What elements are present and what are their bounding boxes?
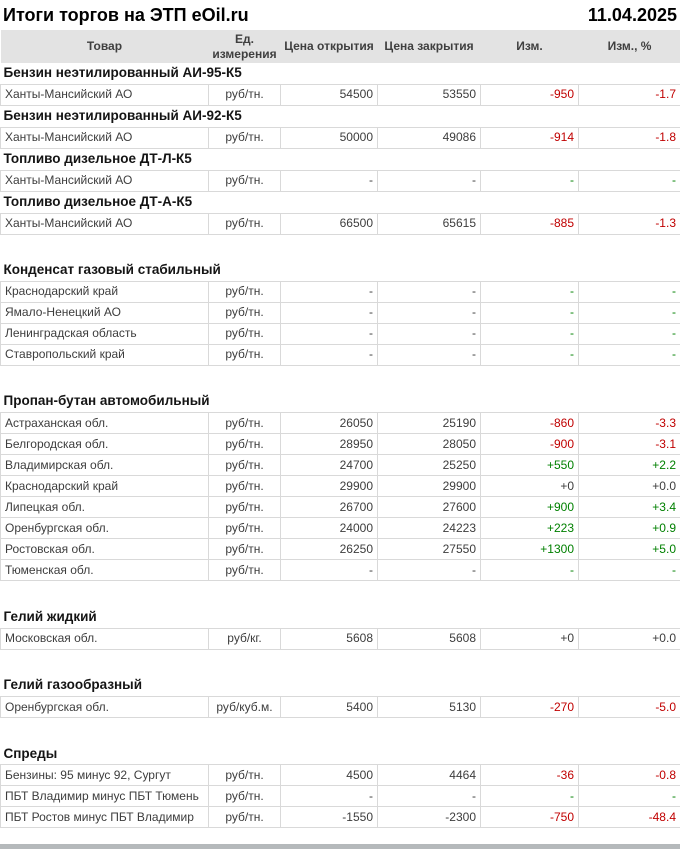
- change-cell: -36: [481, 765, 579, 786]
- change-pct-cell: -: [579, 323, 680, 344]
- open-price-cell: -: [281, 344, 378, 365]
- open-price-cell: -: [281, 786, 378, 807]
- open-price-cell: 26050: [281, 413, 378, 434]
- change-pct-cell: -5.0: [579, 697, 680, 718]
- change-cell: -885: [481, 213, 579, 234]
- table-row: [1, 539, 680, 560]
- change-cell: -860: [481, 413, 579, 434]
- change-pct-cell: +3.4: [579, 497, 680, 518]
- product-cell: Ямало-Ненецкий АО: [1, 302, 209, 323]
- section-header-row: [1, 391, 680, 412]
- product-cell: ПБТ Владимир минус ПБТ Тюмень: [1, 786, 209, 807]
- change-pct-cell: -48.4: [579, 807, 680, 828]
- close-price-cell: 29900: [378, 476, 481, 497]
- change-pct-cell: -: [579, 302, 680, 323]
- open-price-cell: 28950: [281, 434, 378, 455]
- unit-cell: руб/тн.: [209, 807, 281, 828]
- product-cell: Оренбургская обл.: [1, 518, 209, 539]
- table-row: [1, 697, 680, 718]
- open-price-cell: 24700: [281, 455, 378, 476]
- open-price-cell: 54500: [281, 84, 378, 105]
- unit-cell: руб/тн.: [209, 560, 281, 581]
- table-row: [1, 476, 680, 497]
- change-cell: -270: [481, 697, 579, 718]
- change-cell: -: [481, 170, 579, 191]
- unit-cell: руб/куб.м.: [209, 697, 281, 718]
- change-pct-cell: -: [579, 560, 680, 581]
- close-price-cell: 65615: [378, 213, 481, 234]
- product-cell: Краснодарский край: [1, 476, 209, 497]
- unit-cell: руб/тн.: [209, 539, 281, 560]
- close-price-cell: 27600: [378, 497, 481, 518]
- bottom-scrollbar[interactable]: [0, 844, 680, 849]
- close-price-cell: 28050: [378, 434, 481, 455]
- close-price-cell: 4464: [378, 765, 481, 786]
- close-price-cell: 5130: [378, 697, 481, 718]
- unit-cell: руб/кг.: [209, 628, 281, 649]
- section-header-row: [1, 148, 680, 170]
- open-price-cell: 26700: [281, 497, 378, 518]
- open-price-cell: 29900: [281, 476, 378, 497]
- spacer-row: [1, 649, 680, 675]
- change-pct-cell: +5.0: [579, 539, 680, 560]
- table-row: [1, 413, 680, 434]
- table-row: [1, 170, 680, 191]
- product-cell: Ханты-Мансийский АО: [1, 84, 209, 105]
- change-cell: -: [481, 302, 579, 323]
- page-title: Итоги торгов на ЭТП eOil.ru: [3, 4, 249, 25]
- change-cell: -: [481, 786, 579, 807]
- close-price-cell: 53550: [378, 84, 481, 105]
- change-cell: -: [481, 281, 579, 302]
- section-title: Конденсат газовый стабильный: [3, 262, 221, 277]
- table-row: [1, 213, 680, 234]
- table-row: [1, 281, 680, 302]
- open-price-cell: 66500: [281, 213, 378, 234]
- open-price-cell: 5608: [281, 628, 378, 649]
- section-header-row: [1, 744, 680, 765]
- close-price-cell: -: [378, 344, 481, 365]
- unit-cell: руб/тн.: [209, 170, 281, 191]
- close-price-cell: 27550: [378, 539, 481, 560]
- unit-cell: руб/тн.: [209, 213, 281, 234]
- close-price-cell: 5608: [378, 628, 481, 649]
- column-header-product: Товар: [1, 30, 209, 63]
- change-pct-cell: -: [579, 281, 680, 302]
- unit-cell: руб/тн.: [209, 765, 281, 786]
- open-price-cell: -1550: [281, 807, 378, 828]
- change-cell: -750: [481, 807, 579, 828]
- section-header-row: [1, 105, 680, 127]
- section-title: Гелий газообразный: [3, 677, 143, 693]
- change-cell: +1300: [481, 539, 579, 560]
- close-price-cell: -: [378, 302, 481, 323]
- close-price-cell: -: [378, 786, 481, 807]
- change-pct-cell: -1.7: [579, 84, 680, 105]
- spacer-row: [1, 581, 680, 607]
- product-cell: Бензины: 95 минус 92, Сургут: [1, 765, 209, 786]
- table-row: [1, 497, 680, 518]
- open-price-cell: 5400: [281, 697, 378, 718]
- column-header-unit: Ед. измерения: [209, 30, 281, 63]
- change-pct-cell: -: [579, 786, 680, 807]
- product-cell: Астраханская обл.: [1, 413, 209, 434]
- product-cell: Московская обл.: [1, 628, 209, 649]
- column-header-close-price: Цена закрытия: [378, 30, 481, 63]
- product-cell: Ханты-Мансийский АО: [1, 213, 209, 234]
- close-price-cell: -: [378, 323, 481, 344]
- close-price-cell: -: [378, 170, 481, 191]
- open-price-cell: 24000: [281, 518, 378, 539]
- unit-cell: руб/тн.: [209, 476, 281, 497]
- table-row: [1, 84, 680, 105]
- spacer-row: [1, 718, 680, 744]
- change-pct-cell: -1.8: [579, 127, 680, 148]
- open-price-cell: -: [281, 323, 378, 344]
- table-row: [1, 302, 680, 323]
- change-pct-cell: -3.3: [579, 413, 680, 434]
- close-price-cell: 24223: [378, 518, 481, 539]
- change-cell: -900: [481, 434, 579, 455]
- open-price-cell: -: [281, 560, 378, 581]
- unit-cell: руб/тн.: [209, 786, 281, 807]
- product-cell: Оренбургская обл.: [1, 697, 209, 718]
- product-cell: Белгородская обл.: [1, 434, 209, 455]
- close-price-cell: -: [378, 560, 481, 581]
- table-row: [1, 455, 680, 476]
- product-cell: ПБТ Ростов минус ПБТ Владимир: [1, 807, 209, 828]
- change-cell: +223: [481, 518, 579, 539]
- spacer-row: [1, 234, 680, 260]
- unit-cell: руб/тн.: [209, 497, 281, 518]
- change-cell: +900: [481, 497, 579, 518]
- report-date: 11.04.2025: [587, 4, 677, 25]
- unit-cell: руб/тн.: [209, 281, 281, 302]
- table-row: [1, 628, 680, 649]
- section-header-row: [1, 260, 680, 281]
- change-pct-cell: -0.8: [579, 765, 680, 786]
- close-price-cell: 25250: [378, 455, 481, 476]
- change-pct-cell: +2.2: [579, 455, 680, 476]
- table-row: [1, 518, 680, 539]
- section-header-row: [1, 675, 680, 696]
- open-price-cell: -: [281, 170, 378, 191]
- change-cell: -: [481, 323, 579, 344]
- change-pct-cell: -3.1: [579, 434, 680, 455]
- unit-cell: руб/тн.: [209, 518, 281, 539]
- unit-cell: руб/тн.: [209, 84, 281, 105]
- table-row: [1, 344, 680, 365]
- section-title: Гелий жидкий: [3, 608, 97, 624]
- section-header-row: [1, 191, 680, 213]
- open-price-cell: 26250: [281, 539, 378, 560]
- open-price-cell: 50000: [281, 127, 378, 148]
- change-cell: +0: [481, 476, 579, 497]
- change-cell: -950: [481, 84, 579, 105]
- section-header-row: [1, 63, 680, 84]
- change-cell: +550: [481, 455, 579, 476]
- section-title: Бензин неэтилированный АИ-95-К5: [3, 65, 242, 80]
- product-cell: Владимирская обл.: [1, 455, 209, 476]
- close-price-cell: -2300: [378, 807, 481, 828]
- open-price-cell: -: [281, 281, 378, 302]
- section-title: Топливо дизельное ДТ-А-К5: [3, 193, 193, 209]
- product-cell: Ростовская обл.: [1, 539, 209, 560]
- unit-cell: руб/тн.: [209, 344, 281, 365]
- table-row: [1, 560, 680, 581]
- column-header-change: Изм.: [481, 30, 579, 63]
- change-cell: +0: [481, 628, 579, 649]
- product-cell: Ленинградская область: [1, 323, 209, 344]
- unit-cell: руб/тн.: [209, 434, 281, 455]
- change-cell: -: [481, 560, 579, 581]
- title-bar: [0, 0, 680, 30]
- product-cell: Ставропольский край: [1, 344, 209, 365]
- table-row: [1, 765, 680, 786]
- section-title: Спреды: [3, 745, 58, 761]
- section-title: Топливо дизельное ДТ-Л-К5: [3, 150, 192, 166]
- trading-results-table: [0, 30, 680, 828]
- change-pct-cell: +0.9: [579, 518, 680, 539]
- table-row: [1, 807, 680, 828]
- product-cell: Липецкая обл.: [1, 497, 209, 518]
- unit-cell: руб/тн.: [209, 127, 281, 148]
- section-title: Пропан-бутан автомобильный: [3, 393, 210, 409]
- change-pct-cell: +0.0: [579, 628, 680, 649]
- column-header-row: [1, 30, 680, 63]
- change-pct-cell: -: [579, 344, 680, 365]
- close-price-cell: -: [378, 281, 481, 302]
- unit-cell: руб/тн.: [209, 455, 281, 476]
- close-price-cell: 49086: [378, 127, 481, 148]
- open-price-cell: -: [281, 302, 378, 323]
- change-cell: -914: [481, 127, 579, 148]
- product-cell: Краснодарский край: [1, 281, 209, 302]
- table-row: [1, 127, 680, 148]
- table-row: [1, 323, 680, 344]
- change-pct-cell: -1.3: [579, 213, 680, 234]
- column-header-change-pct: Изм., %: [579, 30, 680, 63]
- product-cell: Ханты-Мансийский АО: [1, 127, 209, 148]
- product-cell: Ханты-Мансийский АО: [1, 170, 209, 191]
- table-row: [1, 434, 680, 455]
- change-cell: -: [481, 344, 579, 365]
- spacer-row: [1, 365, 680, 391]
- column-header-open-price: Цена открытия: [281, 30, 378, 63]
- open-price-cell: 4500: [281, 765, 378, 786]
- unit-cell: руб/тн.: [209, 413, 281, 434]
- change-pct-cell: -: [579, 170, 680, 191]
- unit-cell: руб/тн.: [209, 323, 281, 344]
- change-pct-cell: +0.0: [579, 476, 680, 497]
- product-cell: Тюменская обл.: [1, 560, 209, 581]
- table-row: [1, 786, 680, 807]
- close-price-cell: 25190: [378, 413, 481, 434]
- section-header-row: [1, 607, 680, 628]
- unit-cell: руб/тн.: [209, 302, 281, 323]
- section-title: Бензин неэтилированный АИ-92-К5: [3, 107, 242, 123]
